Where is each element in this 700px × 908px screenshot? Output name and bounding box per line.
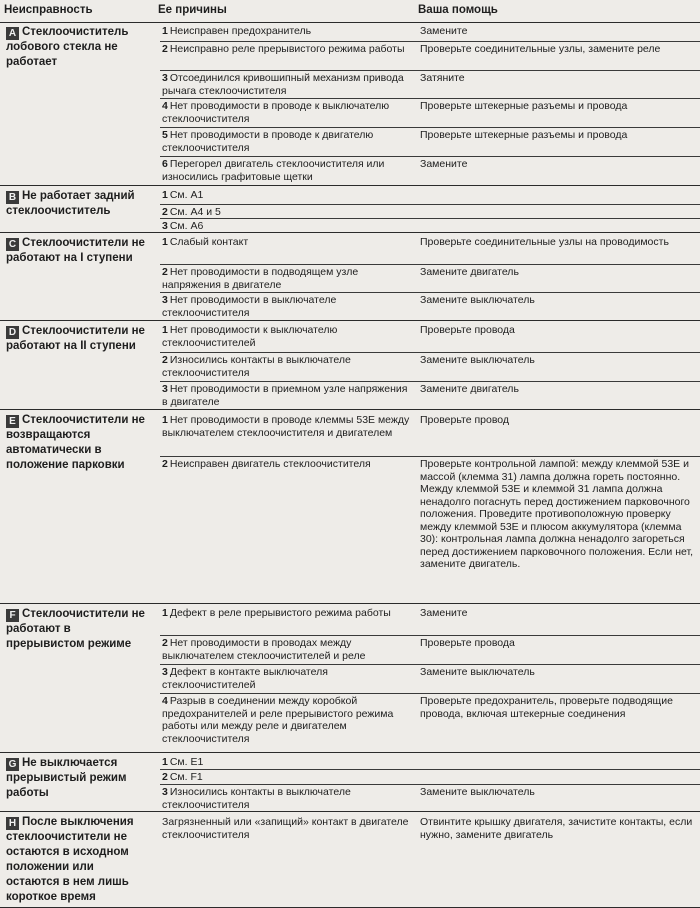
cause-list bbox=[160, 233, 700, 320]
help-cell: Проверьте провода bbox=[420, 637, 515, 649]
help-cell: Проверьте штекерные разъемы и провода bbox=[420, 129, 628, 141]
cause-row bbox=[160, 815, 700, 841]
cause-text: Дефект в реле прерывистого режима работы bbox=[169, 607, 391, 619]
cause-text: См. F1 bbox=[169, 771, 203, 783]
fault-letter: E bbox=[6, 415, 19, 428]
help-cell bbox=[412, 188, 700, 202]
cause-number: 1 bbox=[162, 756, 168, 768]
cause-number: 2 bbox=[162, 266, 168, 278]
fault-text: Стеклоочиститель лобового стекла не работает bbox=[6, 26, 129, 68]
cause-text: Неисправен двигатель стеклоочистителя bbox=[169, 458, 371, 470]
fault-text: После выключения стеклоочистители не остаются в исходном положении или остаются в нем лишь короткое время bbox=[6, 816, 134, 903]
fault-block bbox=[0, 753, 700, 812]
cause-number: 3 bbox=[162, 666, 168, 678]
cause-text: Нет проводимости в проводе клеммы 53Е между выключателем стеклоочистителя и двигателем bbox=[162, 414, 410, 439]
fault-text: Не работает задний стеклоочиститель bbox=[6, 190, 135, 217]
cause-text: Нет проводимости в выключателе стеклоочистителя bbox=[162, 294, 337, 319]
cause-cell bbox=[160, 413, 412, 439]
cause-cell bbox=[160, 205, 412, 219]
help-cell: Замените выключатель bbox=[420, 666, 535, 678]
cause-number: 2 bbox=[162, 354, 168, 366]
cause-text: Неисправен предохранитель bbox=[169, 25, 312, 37]
cause-row bbox=[160, 664, 700, 691]
cause-row bbox=[160, 24, 700, 38]
cause-number: 1 bbox=[162, 25, 168, 37]
help-cell: Проверьте провода bbox=[420, 324, 515, 336]
cause-number: 2 bbox=[162, 43, 168, 55]
cause-cell bbox=[160, 128, 412, 154]
fault-block bbox=[0, 604, 700, 753]
cause-number: 2 bbox=[162, 458, 168, 470]
cause-list bbox=[160, 812, 700, 907]
cause-number: 3 bbox=[162, 786, 168, 798]
help-cell: Проверьте штекерные разъемы и провода bbox=[420, 100, 628, 112]
cause-list bbox=[160, 604, 700, 752]
cause-text: Загрязненный или «запищий» контакт в двигателе стеклоочистителя bbox=[162, 816, 409, 841]
fault-letter: G bbox=[6, 758, 19, 771]
table-header bbox=[0, 0, 700, 23]
header-help: Ваша помощь bbox=[418, 4, 498, 16]
help-cell: Замените двигатель bbox=[420, 383, 519, 395]
cause-row bbox=[160, 41, 700, 56]
cause-text: Нет проводимости к выключателю стеклоочистителей bbox=[162, 324, 338, 349]
cause-cell bbox=[160, 293, 412, 319]
cause-row bbox=[160, 381, 700, 408]
fault-block bbox=[0, 186, 700, 233]
cause-text: Дефект в контакте выключателя стеклоочистителей bbox=[162, 666, 328, 691]
cause-text: Перегорел двигатель стеклоочистителя или износились графитовые щетки bbox=[162, 158, 385, 183]
cause-row bbox=[160, 456, 700, 571]
cause-row bbox=[160, 235, 700, 249]
fault-letter: B bbox=[6, 191, 19, 204]
fault-letter: A bbox=[6, 27, 19, 40]
help-cell: Затяните bbox=[420, 72, 465, 84]
cause-text: Нет проводимости в проводах между выключателем стеклоочистителей и реле bbox=[162, 637, 366, 662]
header-fault: Неисправность bbox=[4, 4, 93, 16]
cause-cell bbox=[160, 353, 412, 379]
fault-title bbox=[6, 324, 146, 354]
fault-title bbox=[6, 189, 146, 219]
help-cell: Замените bbox=[420, 607, 468, 619]
fault-text: Стеклоочистители не работают на II ступени bbox=[6, 325, 145, 352]
cause-text: Разрыв в соединении между коробкой предохранителей и реле прерывистого режима работы или между реле и двигателем стеклоочистителя bbox=[162, 695, 394, 745]
cause-number: 5 bbox=[162, 129, 168, 141]
cause-cell bbox=[160, 815, 412, 841]
cause-row bbox=[160, 127, 700, 154]
help-cell: Замените выключатель bbox=[420, 786, 535, 798]
cause-cell bbox=[160, 235, 412, 249]
cause-cell bbox=[160, 71, 412, 97]
cause-row bbox=[160, 635, 700, 662]
cause-row bbox=[160, 769, 700, 784]
cause-list bbox=[160, 186, 700, 232]
cause-number: 3 bbox=[162, 294, 168, 306]
cause-row bbox=[160, 70, 700, 97]
cause-row bbox=[160, 264, 700, 291]
cause-cell bbox=[160, 606, 412, 620]
fault-text: Стеклоочистители не возвращаются автоматически в положение парковки bbox=[6, 414, 145, 471]
help-cell: Проверьте провод bbox=[420, 414, 510, 426]
cause-cell bbox=[160, 785, 412, 811]
cause-number: 1 bbox=[162, 189, 168, 201]
cause-text: Нет проводимости в проводе к двигателю стеклоочистителя bbox=[162, 129, 374, 154]
cause-text: Нет проводимости в подводящем узле напряжения в двигателе bbox=[162, 266, 359, 291]
cause-number: 2 bbox=[162, 206, 168, 218]
fault-text: Стеклоочистители не работают на I ступени bbox=[6, 237, 145, 264]
help-cell: Замените выключатель bbox=[420, 294, 535, 306]
fault-title bbox=[6, 815, 146, 905]
cause-number: 1 bbox=[162, 607, 168, 619]
fault-title bbox=[6, 607, 146, 652]
cause-list bbox=[160, 753, 700, 811]
cause-list bbox=[160, 321, 700, 409]
cause-number: 1 bbox=[162, 236, 168, 248]
cause-number: 4 bbox=[162, 100, 168, 112]
fault-letter: D bbox=[6, 326, 19, 339]
cause-text: Износились контакты в выключателе стеклоочистителя bbox=[162, 354, 351, 379]
cause-text: См. А1 bbox=[169, 189, 204, 201]
cause-text: Нет проводимости в приемном узле напряжения в двигателе bbox=[162, 383, 408, 408]
cause-cell bbox=[160, 42, 412, 56]
help-cell bbox=[412, 205, 700, 219]
help-cell: Проверьте контрольной лампой: между клеммой 53Е и массой (клемма 31) лампа должна гореть постоянно. Между клеммой 53Е и клеммой 31 лампа должна ненадолго погаснуть перед достижением парковочного положения. Проведите противоположную проверку между клеммой 53Е и плюсом аккумулятора (клемма 30): контрольная лампа должна ненадолго загореться перед достижением парковочного положения. Если нет, замените двигатель. bbox=[420, 458, 694, 570]
help-cell: Проверьте соединительные узлы на проводимость bbox=[420, 236, 669, 248]
cause-row bbox=[160, 204, 700, 219]
cause-text: Неисправно реле прерывистого режима работы bbox=[169, 43, 405, 55]
fault-block bbox=[0, 233, 700, 321]
cause-cell bbox=[160, 770, 412, 784]
cause-list bbox=[160, 22, 700, 185]
cause-row bbox=[160, 413, 700, 439]
help-cell: Замените bbox=[420, 158, 468, 170]
fault-block bbox=[0, 812, 700, 908]
cause-cell bbox=[160, 265, 412, 291]
help-cell: Замените двигатель bbox=[420, 266, 519, 278]
cause-cell bbox=[160, 99, 412, 125]
help-cell: Отвинтите крышку двигателя, зачистите контакты, если нужно, замените двигатель bbox=[420, 816, 693, 841]
cause-cell bbox=[160, 755, 412, 769]
cause-cell bbox=[160, 323, 412, 349]
cause-number: 3 bbox=[162, 220, 168, 232]
cause-row bbox=[160, 98, 700, 125]
cause-row bbox=[160, 352, 700, 379]
cause-cell bbox=[160, 188, 412, 202]
cause-row bbox=[160, 606, 700, 620]
cause-row bbox=[160, 156, 700, 183]
help-cell bbox=[412, 755, 700, 769]
cause-list bbox=[160, 410, 700, 603]
fault-text: Стеклоочистители не работают в прерывистом режиме bbox=[6, 608, 145, 650]
cause-cell bbox=[160, 665, 412, 691]
cause-number: 4 bbox=[162, 695, 168, 707]
cause-text: См. А4 и 5 bbox=[169, 206, 221, 218]
help-cell: Замените bbox=[420, 25, 468, 37]
cause-cell bbox=[160, 24, 412, 38]
cause-text: Нет проводимости в проводе к выключателю стеклоочистителя bbox=[162, 100, 390, 125]
cause-row bbox=[160, 755, 700, 769]
cause-text: Слабый контакт bbox=[169, 236, 249, 248]
help-cell bbox=[412, 770, 700, 784]
fault-letter: H bbox=[6, 817, 19, 830]
cause-number: 1 bbox=[162, 414, 168, 426]
cause-number: 1 bbox=[162, 324, 168, 336]
help-cell: Проверьте предохранитель, проверьте подводящие провода, включая штекерные соединения bbox=[420, 695, 673, 720]
cause-cell bbox=[160, 636, 412, 662]
cause-number: 3 bbox=[162, 72, 168, 84]
cause-text: Отсоединился кривошипный механизм привода рычага стеклоочистителя bbox=[162, 72, 404, 97]
cause-text: См. Е1 bbox=[169, 756, 204, 768]
help-cell bbox=[412, 219, 700, 233]
fault-title bbox=[6, 236, 146, 266]
cause-text: Износились контакты в выключателе стеклоочистителя bbox=[162, 786, 351, 811]
cause-number: 3 bbox=[162, 383, 168, 395]
cause-cell bbox=[160, 157, 412, 183]
cause-row bbox=[160, 323, 700, 349]
cause-cell bbox=[160, 219, 412, 233]
cause-row bbox=[160, 784, 700, 811]
fault-block bbox=[0, 410, 700, 604]
header-causes: Ее причины bbox=[158, 4, 227, 16]
fault-text: Не выключается прерывистый режим работы bbox=[6, 757, 127, 799]
fault-title bbox=[6, 25, 146, 70]
cause-cell bbox=[160, 382, 412, 408]
fault-title bbox=[6, 756, 146, 801]
help-cell: Проверьте соединительные узлы, замените реле bbox=[420, 43, 661, 55]
cause-row bbox=[160, 218, 700, 233]
cause-number: 6 bbox=[162, 158, 168, 170]
fault-block bbox=[0, 22, 700, 186]
cause-cell bbox=[160, 694, 412, 745]
fault-letter: F bbox=[6, 609, 19, 622]
cause-number: 2 bbox=[162, 771, 168, 783]
cause-text: См. А6 bbox=[169, 220, 204, 232]
fault-letter: C bbox=[6, 238, 19, 251]
cause-number: 2 bbox=[162, 637, 168, 649]
cause-row bbox=[160, 693, 700, 745]
fault-block bbox=[0, 321, 700, 410]
fault-title bbox=[6, 413, 146, 473]
cause-row bbox=[160, 292, 700, 319]
cause-cell bbox=[160, 457, 412, 571]
cause-row bbox=[160, 188, 700, 202]
help-cell: Замените выключатель bbox=[420, 354, 535, 366]
